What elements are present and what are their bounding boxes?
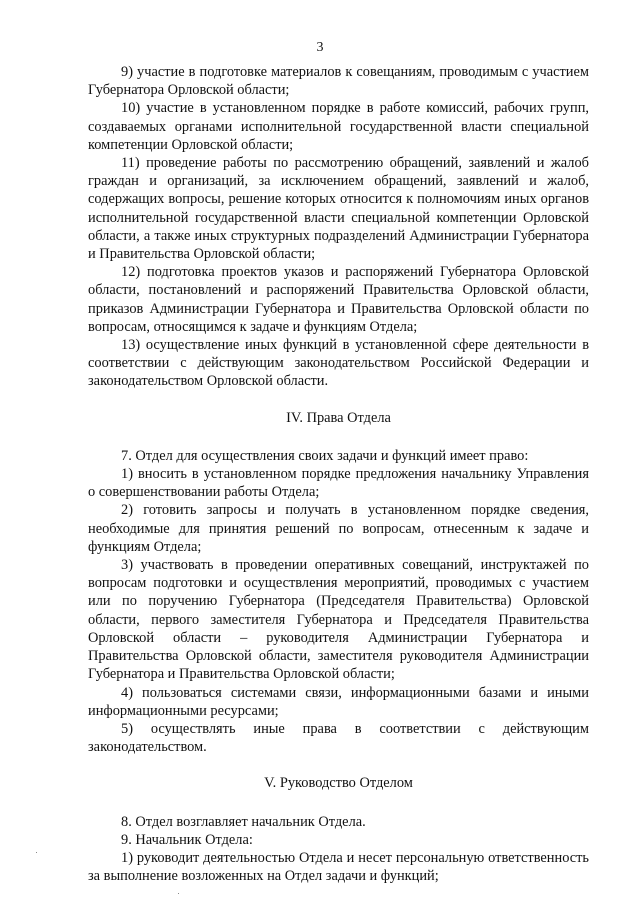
- paragraph-item-11: 11) проведение работы по рассмотрению обращений, заявлений и жалоб граждан и организаций, за исключением обращений, заявлений и жалоб, содержащих вопросы, решение которых относится к полномочиям иных органов исполнительной государственной власти специальной компетенции Орловской области, а также иных структурных подразделений Администрации Губернатора и Правительства Орловской области;: [88, 155, 589, 263]
- paragraph-right-3: 3) участвовать в проведении оперативных совещаний, инструктажей по вопросам подготовки и осуществления мероприятий, проводимых с участием или по поручению Губернатора (Председателя Правительства) Орловской области, первого заместителя Губернатора и Председателя Правительства Орловской области – руководителя Администрации Губернатора и Правительства Орловской области, заместителя руководителя Администрации Губернатора и Правительства Орловской области;: [88, 557, 589, 683]
- scan-speck: [36, 852, 37, 853]
- paragraph-item-12: 12) подготовка проектов указов и распоряжений Губернатора Орловской области, постановлений и распоряжений Правительства Орловской области, приказов Администрации Губернатора и Правительства Орловской области по вопросам, относящимся к задаче и функциям Отдела;: [88, 264, 589, 335]
- section-heading-iv: IV. Права Отдела: [286, 409, 391, 426]
- paragraph-right-1: 1) вносить в установленном порядке предложения начальнику Управления о совершенствовании работы Отдела;: [88, 466, 589, 501]
- paragraph-right-5: 5) осуществлять иные права в соответствии с действующим законодательством.: [88, 720, 589, 756]
- paragraph-clause-9: 9. Начальник Отдела:: [121, 831, 253, 848]
- document-body: [88, 63, 589, 885]
- paragraph-item-13: 13) осуществление иных функций в установленной сфере деятельности в соответствии с действующим законодательством Российской Федерации и законодательством Орловской области.: [88, 337, 589, 390]
- paragraph-item-9: 9) участие в подготовке материалов к совещаниям, проводимым с участием Губернатора Орловской области;: [88, 64, 589, 99]
- paragraph-duty-1: 1) руководит деятельностью Отдела и несет персональную ответственность за выполнение возложенных на Отдел задачи и функций;: [88, 849, 589, 885]
- scan-speck: [178, 893, 179, 894]
- page-number: 3: [316, 40, 324, 55]
- paragraph-clause-7: 7. Отдел для осуществления своих задачи и функций имеет право:: [121, 447, 529, 464]
- paragraph-item-10: 10) участие в установленном порядке в работе комиссий, рабочих групп, создаваемых органами исполнительной государственной власти специальной компетенции Орловской области;: [88, 100, 589, 153]
- paragraph-right-4: 4) пользоваться системами связи, информационными базами и иными информационными ресурсами;: [88, 684, 589, 719]
- paragraph-clause-8: 8. Отдел возглавляет начальник Отдела.: [121, 813, 366, 830]
- section-heading-v: V. Руководство Отделом: [264, 775, 413, 792]
- paragraph-right-2: 2) готовить запросы и получать в установленном порядке сведения, необходимые для принятия решений по вопросам, отнесенным к задаче и функциям Отдела;: [88, 502, 589, 555]
